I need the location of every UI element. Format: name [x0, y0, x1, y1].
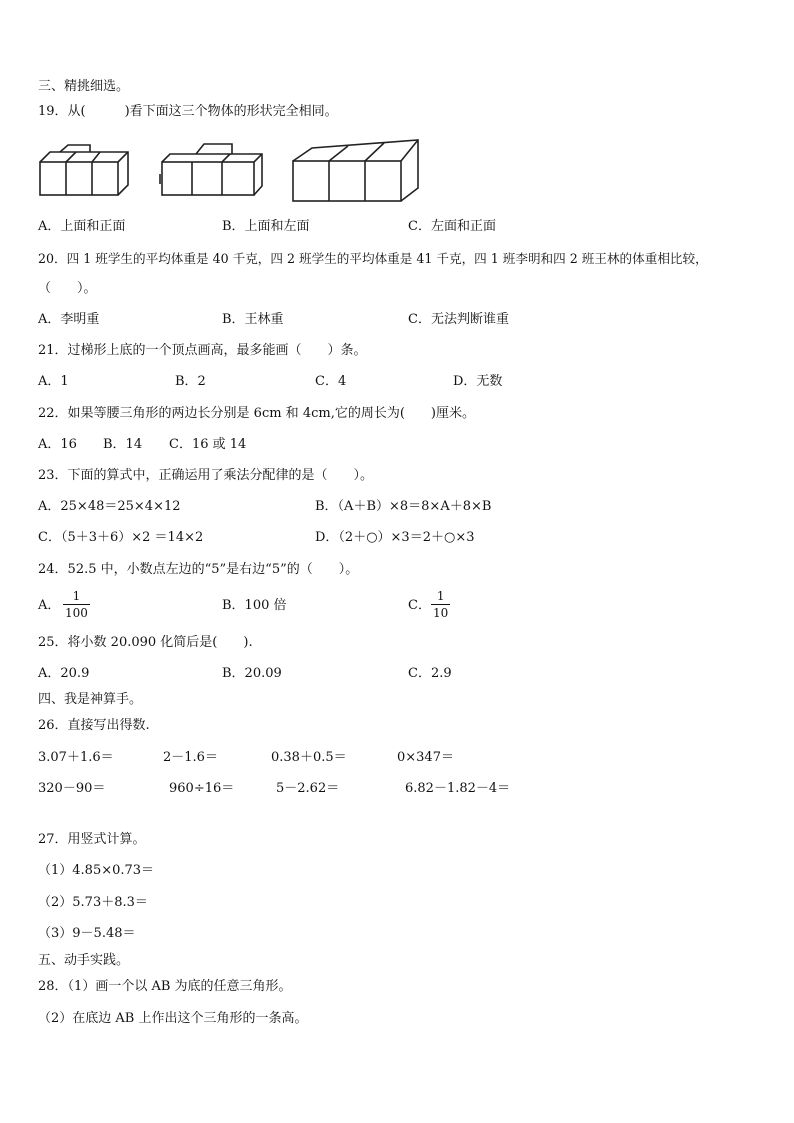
- question-28-part-2: （2）在底边 AB 上作出这个三角形的一条高。: [38, 1011, 308, 1026]
- calc-item: 3.07＋1.6＝: [38, 750, 114, 765]
- question-19-option-c[interactable]: C．左面和正面: [408, 219, 496, 234]
- question-25-option-b[interactable]: B．20.09: [222, 666, 282, 681]
- question-22-option-a[interactable]: A．16: [38, 437, 77, 452]
- question-22-stem: 22．如果等腰三角形的两边长分别是 6cm 和 4cm,它的周长为( )厘米。: [38, 406, 475, 421]
- question-25-option-c[interactable]: C．2.9: [408, 666, 452, 681]
- question-23-option-a[interactable]: A．25×48＝25×4×12: [38, 499, 181, 514]
- cube-group-1-figure: [38, 143, 132, 198]
- calc-item: 6.82－1.82－4＝: [405, 781, 511, 796]
- calc-item: 5－2.62＝: [276, 781, 340, 796]
- question-23-option-c[interactable]: C．（5＋3＋6）×2 ＝14×2: [38, 530, 204, 545]
- calc-item: 320－90＝: [38, 781, 106, 796]
- fraction-numerator: 1: [436, 589, 445, 603]
- question-21-option-d[interactable]: D．无数: [453, 374, 503, 389]
- fraction-denominator: 10: [433, 606, 449, 620]
- question-27-stem: 27．用竖式计算。: [38, 832, 146, 847]
- question-24-option-a-fraction[interactable]: [63, 589, 90, 620]
- calc-item: 0×347＝: [397, 750, 454, 765]
- question-21-option-b[interactable]: B．2: [175, 374, 206, 389]
- section-heading-4: 四、我是神算手。: [38, 692, 143, 707]
- question-21-option-c[interactable]: C．4: [315, 374, 347, 389]
- question-20-option-b[interactable]: B．王林重: [222, 312, 284, 327]
- question-22-option-c[interactable]: C．16 或 14: [169, 437, 247, 452]
- section-heading-5: 五、动手实践。: [38, 953, 130, 968]
- vertical-calc-item: （2）5.73＋8.3＝: [38, 895, 148, 910]
- cube-group-2-figure: [158, 140, 268, 200]
- question-23-stem: 23．下面的算式中，正确运用了乘法分配律的是（ ）。: [38, 468, 374, 483]
- question-19-option-a[interactable]: A．上面和正面: [38, 219, 126, 234]
- vertical-calc-item: （3）9－5.48＝: [38, 926, 136, 941]
- question-19-stem: 19．从( )看下面这三个物体的形状完全相同。: [38, 104, 338, 119]
- fraction-numerator: 1: [72, 589, 81, 603]
- question-20-option-c[interactable]: C．无法判断谁重: [408, 312, 509, 327]
- question-22-option-b[interactable]: B．14: [103, 437, 143, 452]
- question-24-option-c-label[interactable]: C．: [408, 598, 431, 613]
- question-21-stem: 21．过梯形上底的一个顶点画高，最多能画（ ）条。: [38, 343, 367, 358]
- question-24-option-b[interactable]: B．100 倍: [222, 598, 287, 613]
- fraction-bar: [63, 604, 90, 605]
- fraction-denominator: 100: [65, 606, 88, 620]
- question-20-option-a[interactable]: A．李明重: [38, 312, 100, 327]
- question-24-stem: 24．52.5 中，小数点左边的“5”是右边“5”的（ ）。: [38, 562, 359, 577]
- calc-item: 960÷16＝: [169, 781, 235, 796]
- question-20-stem: 20．四 1 班学生的平均体重是 40 千克，四 2 班学生的平均体重是 41 千克，四 1 班李明和四 2 班王林的体重相比较，: [38, 251, 708, 266]
- question-23-option-d[interactable]: D．（2＋○）×3＝2＋○×3: [315, 530, 475, 545]
- section-heading-3: 三、精挑细选。: [38, 79, 130, 94]
- question-24-option-a-label[interactable]: A．: [38, 598, 61, 613]
- cube-group-3-figure: [290, 136, 424, 206]
- question-19-option-b[interactable]: B．上面和左面: [222, 219, 310, 234]
- calc-item: 0.38＋0.5＝: [271, 750, 347, 765]
- question-23-option-b[interactable]: B．（A＋B）×8＝8×A＋8×B: [315, 499, 492, 514]
- question-26-stem: 26．直接写出得数.: [38, 718, 150, 733]
- question-24-option-c-fraction[interactable]: [431, 589, 450, 620]
- calc-item: 2－1.6＝: [163, 750, 218, 765]
- question-28-part-1: 28．（1）画一个以 AB 为底的任意三角形。: [38, 979, 292, 994]
- vertical-calc-item: （1）4.85×0.73＝: [38, 863, 155, 878]
- fraction-bar: [431, 604, 450, 605]
- question-25-stem: 25．将小数 20.090 化简后是( ).: [38, 635, 253, 650]
- question-25-option-a[interactable]: A．20.9: [38, 666, 90, 681]
- question-21-option-a[interactable]: A．1: [38, 374, 69, 389]
- question-20-stem-continued: （ ）。: [38, 281, 97, 296]
